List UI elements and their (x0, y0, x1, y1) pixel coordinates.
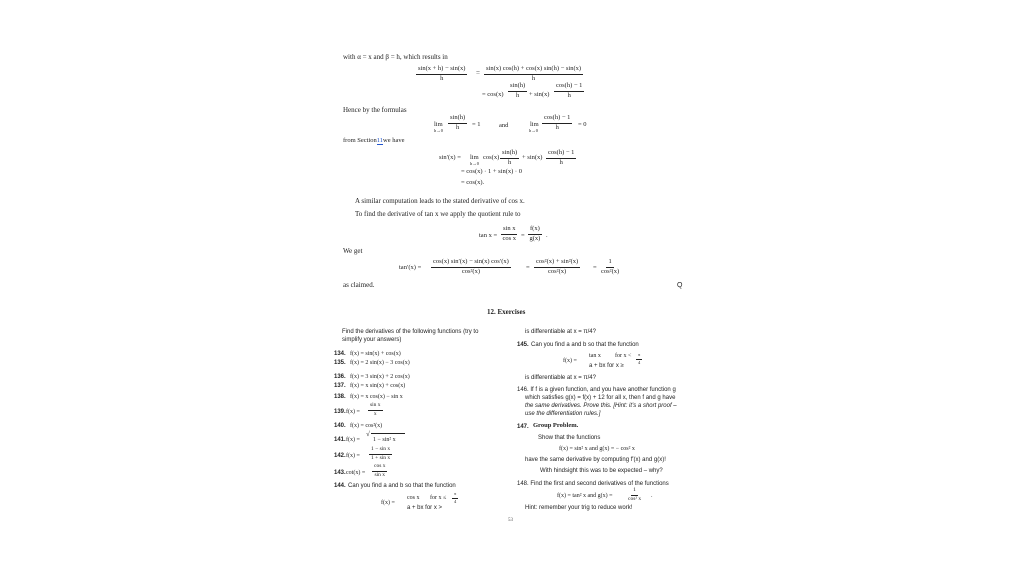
ex-144-case1: cos x (407, 495, 420, 501)
tanprime-lhs: tan′(x) = (399, 264, 422, 271)
lim2-sub: h→0 (529, 128, 538, 133)
tan-intro: To find the derivative of tan x we apply the quotient rule to (355, 210, 521, 218)
ex-right-2: is differentiable at x = π/4? (525, 375, 596, 381)
ex-137-num: 137. (334, 383, 346, 389)
ex-134: f(x) = sin(x) + cos(x) (350, 351, 401, 357)
ex-right-1: is differentiable at x = π/4? (525, 329, 596, 335)
ex-148-hint: Hint: remember your trig to reduce work! (525, 505, 633, 511)
ex-146-a: 146. If f is a given function, and you have another function g (517, 387, 676, 393)
ex-135: f(x) = 2 sin(x) − 3 cos(x) (350, 360, 410, 366)
ex-140-num: 140. (334, 423, 346, 429)
ex-142-num: 142. (334, 453, 346, 459)
ex-145-case1: tan x (589, 353, 601, 359)
fraction-deriv-b: $\frac{\cos(h) - 1}{h}$ (548, 149, 575, 166)
fraction-ex-143: $\frac{\text{cos x}}{\text{sin x}}$ (374, 463, 386, 478)
eq2-prefix: = cos(x) (482, 91, 504, 98)
and-text: and (499, 122, 509, 129)
lim1-eq: = 1 (472, 121, 481, 128)
ex-147-title: Group Problem. (533, 422, 579, 429)
ex-136: f(x) = 3 sin(x) + 2 cos(x) (350, 374, 410, 380)
fraction-tanprime-b: $\frac{\text{cos²(x) + sin²(x)}}{\text{cos²(x)}}$ (536, 258, 579, 275)
fraction-eq2-b: $\frac{\cos(h) - 1}{h}$ (556, 82, 583, 99)
ex-141-num: 141. (334, 437, 346, 443)
ex-145-case1-cond: for x < (615, 353, 632, 359)
lim1-sub: h→0 (434, 128, 443, 133)
deriv-lhs: sin′(x) = (439, 154, 461, 161)
ex-143-lhs: cot(x) = (346, 470, 366, 476)
ex-147-d: With hindsight this was to be expected – why? (540, 468, 663, 474)
ex-146-d: use the differentiation rules.] (525, 411, 601, 417)
fraction-ex-139: $\frac{\text{sin x}}{x}$ (370, 402, 381, 417)
qed-mark: Q (677, 282, 683, 289)
ex-intro-2: simplify your answers) (342, 337, 402, 343)
ex-145-num: 145. (517, 342, 529, 348)
tanprime-eq1: = (526, 264, 530, 271)
ex-141-radicand: 1 − sin² x (373, 437, 396, 443)
ex-144-num: 144. (334, 483, 346, 489)
ex-144-case1-cond: for x ≤ (430, 495, 447, 501)
deriv-lim-sub: h→0 (470, 161, 479, 166)
ex-143-num: 143. (334, 470, 346, 476)
deriv-plus: + sin(x) (522, 154, 543, 161)
similar-text: A similar computation leads to the stated derivative of cos x. (355, 197, 525, 205)
ex-intro-1: Find the derivatives of the following functions (try to (342, 329, 479, 335)
fraction-ex-144-pi: $\frac{\pi}{4}$ (454, 491, 457, 504)
tan-eq: = (521, 232, 525, 239)
fraction-lim1: $\frac{\sin(h)}{h}$ (450, 114, 466, 131)
lim2: lim (530, 121, 539, 128)
fraction-tanprime-c: $\frac{1}{\text{cos²(x)}}$ (601, 258, 620, 275)
fraction-ex-142: $\frac{\text{1 − sin x}}{\text{1 + sin x}}$ (371, 446, 391, 461)
ex-144-case2: a + bx for x > (407, 505, 443, 511)
ex-142-lhs: f(x) = (346, 453, 360, 459)
ex-146-c: the same derivatives. Prove this. [Hint: it’s a short proof – (525, 403, 677, 409)
ex-147-b: f(x) = sin² x and g(x) = − cos² x (559, 446, 635, 452)
ex-141-lhs: f(x) = (346, 437, 360, 443)
fraction-eq1-left: $\frac{\sin(x + h) - \sin(x)}{h}$ (418, 65, 466, 82)
lim1: lim (434, 121, 443, 128)
ex-138-num: 138. (334, 394, 346, 400)
ex-139-lhs: f(x) = (346, 409, 360, 415)
ex-140: f(x) = cos²(x) (350, 423, 383, 429)
ex-148: 148. Find the first and second derivatives of the functions (517, 481, 669, 487)
fraction-eq1-right: $\frac{\sin(x) \cos(h) + \cos(x) \sin(h) - \sin(x)}{h}$ (486, 65, 582, 82)
ex-144: Can you find a and b so that the function (348, 483, 456, 489)
ex-148-a: f(x) = tan² x and g(x) = (557, 493, 613, 499)
ex-139-num: 139. (334, 409, 346, 415)
sqrt-icon: √ (366, 430, 370, 438)
ex-145: Can you find a and b so that the function (531, 342, 639, 348)
fraction-ex-145-pi: $\frac{\pi}{4}$ (638, 352, 641, 365)
ex-148-dot: . (651, 493, 653, 499)
intro-line: with α = x and β = h, which results in (343, 53, 448, 61)
fraction-ex-148: $\frac{1}{\text{cos² x}}$ (628, 487, 642, 502)
fraction-deriv-a: $\frac{\sin(h)}{h}$ (502, 149, 518, 166)
from-section-text: from Section11we have (343, 137, 405, 144)
section-link[interactable]: 11 (376, 137, 384, 144)
fraction-tanprime-a: $\frac{\cos(x) \sin'(x) - \sin(x) \cos'(x)}{\text{cos²(x)}}$ (433, 258, 509, 275)
ex-145-lhs: f(x) = (563, 358, 577, 364)
ex-147-c: have the same derivative by computing f′(x) and g(x)! (525, 457, 666, 463)
page-number: 53 (508, 518, 513, 523)
tan-dot: . (546, 232, 548, 239)
eq2-mid: + sin(x) (529, 91, 550, 98)
ex-144-lhs: f(x) = (381, 500, 395, 506)
tan-lhs: tan x = (479, 232, 498, 239)
we-get: We get (343, 247, 363, 255)
exercises-heading: 12. Exercises (487, 308, 526, 316)
ex-145-case2: a + bx for x ≥ (589, 363, 624, 369)
as-claimed: as claimed. (343, 281, 375, 289)
deriv-lim: lim (470, 154, 479, 161)
hence-text: Hence by the formulas (343, 106, 407, 114)
deriv-line3: = cos(x). (461, 179, 485, 186)
fraction-lim2: $\frac{\cos(h) - 1}{h}$ (544, 114, 571, 131)
ex-147-a: Show that the functions (538, 435, 601, 441)
equals: = (476, 69, 480, 77)
sqrt-bar (371, 433, 405, 434)
ex-138: f(x) = x cos(x) − sin x (350, 394, 403, 400)
deriv-line2: = cos(x) · 1 + sin(x) · 0 (461, 168, 522, 175)
ex-135-num: 135. (334, 360, 346, 366)
tanprime-eq2: = (593, 264, 597, 271)
fraction-tan-b: $\frac{f(x)}{g(x)}$ (529, 225, 541, 242)
deriv-cos: cos(x) (483, 154, 500, 161)
fraction-eq2-a: $\frac{\sin(h)}{h}$ (510, 82, 526, 99)
lim2-eq: = 0 (578, 121, 587, 128)
ex-136-num: 136. (334, 374, 346, 380)
ex-137: f(x) = x sin(x) + cos(x) (350, 383, 406, 389)
ex-146-b: which satisfies g(x) = f(x) + 12 for all x, then f and g have (525, 395, 676, 401)
ex-134-num: 134. (334, 351, 346, 357)
fraction-tan-a: $\frac{\text{sin x}}{\text{cos x}}$ (502, 225, 516, 242)
ex-147-num: 147. (517, 424, 529, 430)
